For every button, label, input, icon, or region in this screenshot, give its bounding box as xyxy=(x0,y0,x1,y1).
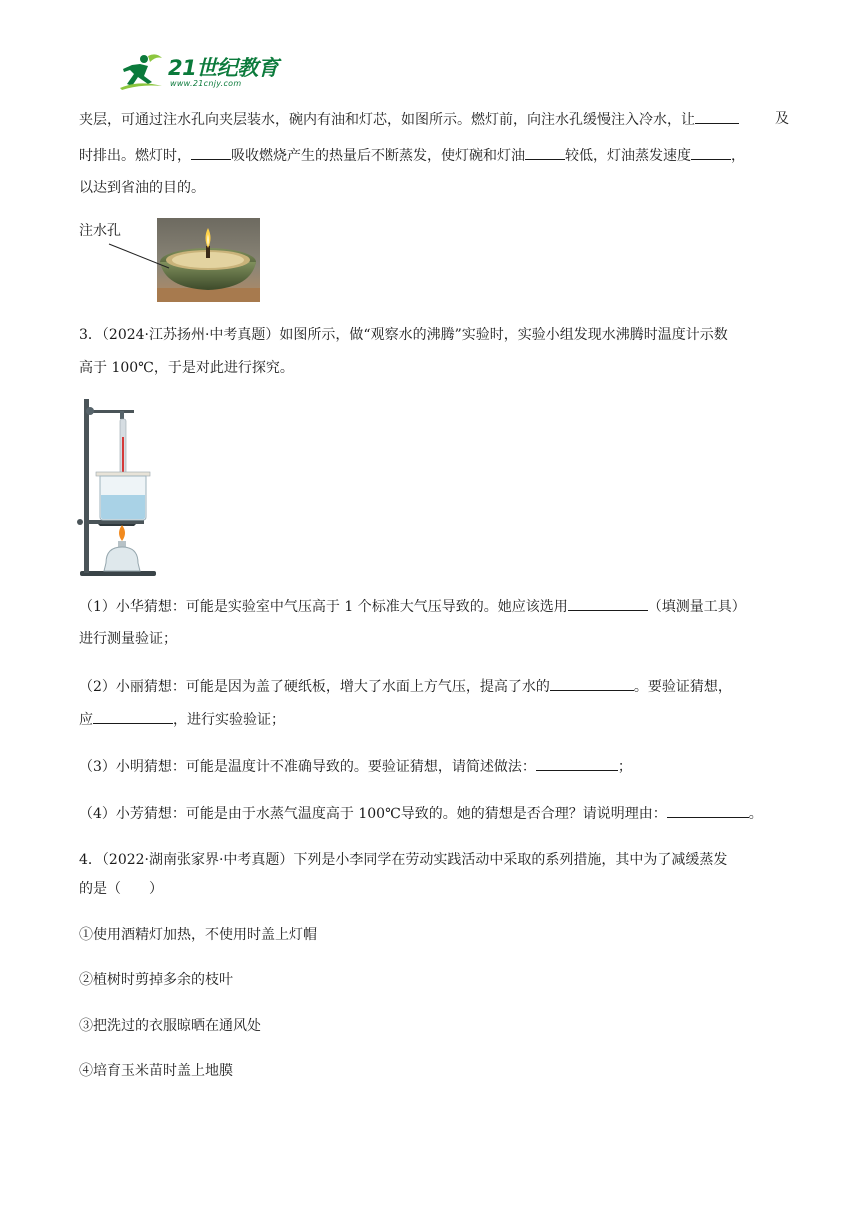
running-figure-icon xyxy=(118,50,168,94)
q2-text: 时排出。燃灯时， xyxy=(79,148,191,164)
boiling-apparatus-image xyxy=(76,395,158,577)
q3-sub4-line xyxy=(79,803,789,824)
q3-text: （1）小华猜想：可能是实验室中气压高于 1 个标准大气压导致的。她应该选用 xyxy=(79,599,568,615)
q2-text: 吸收燃烧产生的热量后不断蒸发，使灯碗和灯油 xyxy=(231,148,525,164)
logo-url: www.21cnjy.com xyxy=(170,79,242,88)
q4-option-3: ③把洗过的衣服晾晒在通风处 xyxy=(79,1018,261,1034)
q4-option-4: ④培育玉米苗时盖上地膜 xyxy=(79,1063,233,1079)
logo-text: 21世纪教育 xyxy=(168,56,279,80)
q2-line-3: 以达到省油的目的。 xyxy=(79,180,205,196)
q2-text: ， xyxy=(731,148,745,164)
answer-blank[interactable] xyxy=(667,803,749,818)
q3-text: 。 xyxy=(748,806,763,822)
answer-blank[interactable] xyxy=(191,145,231,160)
site-logo xyxy=(118,50,288,94)
q2-line-1 xyxy=(79,109,789,130)
q4-line-1: 4．（2022·湖南张家界·中考真题）下列是小李同学在劳动实践活动中采取的系列措施，其中为了减缓蒸发 xyxy=(79,852,728,868)
q3-text: 应 xyxy=(79,712,93,728)
q3-text: （2）小丽猜想：可能是因为盖了硬纸板，增大了水面上方气压，提高了水的 xyxy=(79,679,550,695)
q3-sub1-line-1 xyxy=(79,596,789,617)
q3-text: ； xyxy=(617,759,632,775)
q3-sub2-line-1 xyxy=(79,676,789,697)
q3-line-2: 高于 100℃，于是对此进行探究。 xyxy=(79,360,294,376)
q2-text: 较低，灯油蒸发速度 xyxy=(565,148,691,164)
q3-sub1-line-2: 进行测量验证； xyxy=(79,631,177,647)
q4-option-1: ①使用酒精灯加热，不使用时盖上灯帽 xyxy=(79,927,317,943)
answer-blank[interactable] xyxy=(695,109,739,124)
q3-text: 。要验证猜想， xyxy=(633,679,732,695)
answer-blank[interactable] xyxy=(568,596,648,611)
answer-blank[interactable] xyxy=(691,145,731,160)
q4-line-2: 的是（ ） xyxy=(79,881,163,897)
answer-blank[interactable] xyxy=(550,676,634,691)
q2-line-2 xyxy=(79,145,789,166)
answer-blank[interactable] xyxy=(536,756,618,771)
q4-option-2: ②植树时剪掉多余的枝叶 xyxy=(79,972,233,988)
figure-label: 注水孔 xyxy=(79,223,121,239)
answer-blank[interactable] xyxy=(93,709,173,724)
boiling-apparatus-figure xyxy=(76,395,158,577)
oil-lamp-figure xyxy=(79,218,261,302)
q3-text: （4）小芳猜想：可能是由于水蒸气温度高于 100℃导致的。她的猜想是否合理？请说明理由： xyxy=(79,806,667,822)
q3-text: ，进行实验验证； xyxy=(173,712,285,728)
q2-text: 夹层，可通过注水孔向夹层装水，碗内有油和灯芯，如图所示。燃灯前，向注水孔缓慢注入冷水，让 xyxy=(79,112,695,128)
q3-line-1: 3．（2024·江苏扬州·中考真题）如图所示，做“观察水的沸腾”实验时，实验小组发现水沸腾时温度计示数 xyxy=(79,327,728,343)
q2-text: 及 xyxy=(775,111,789,127)
oil-lamp-image xyxy=(79,218,261,302)
q3-text: （3）小明猜想：可能是温度计不准确导致的。要验证猜想，请简述做法： xyxy=(79,759,536,775)
answer-blank[interactable] xyxy=(525,145,565,160)
q3-text: （填测量工具） xyxy=(647,599,746,615)
q3-sub2-line-2 xyxy=(79,709,789,730)
q3-sub3-line xyxy=(79,756,789,777)
